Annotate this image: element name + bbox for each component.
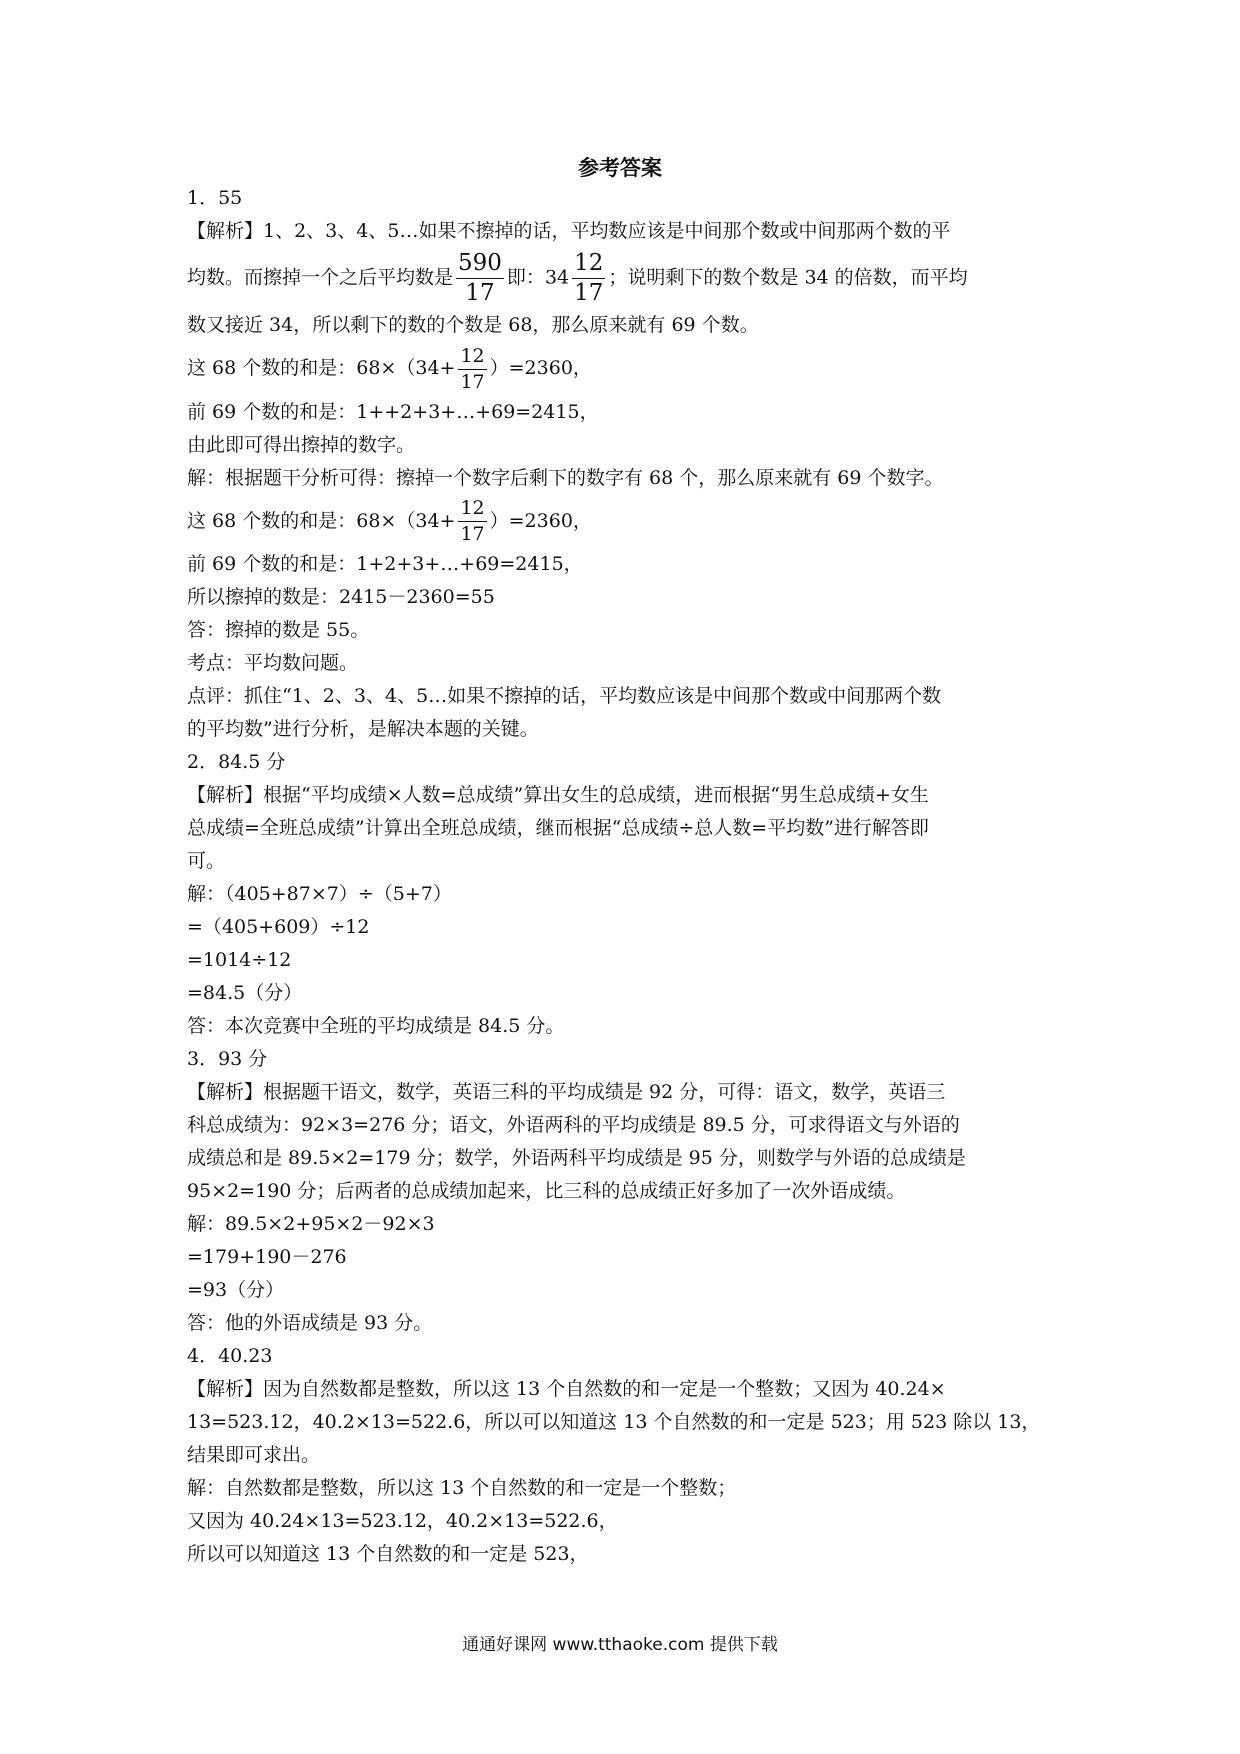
solution-line: =（405+609）÷12 bbox=[187, 916, 370, 938]
answer-heading: 2．84.5 分 bbox=[187, 751, 286, 773]
analysis-line: 数又接近 34，所以剩下的数的个数是 68，那么原来就有 69 个数。 bbox=[187, 314, 759, 336]
answer-line: 答：本次竞赛中全班的平均成绩是 84.5 分。 bbox=[187, 1015, 565, 1037]
answer-4 bbox=[187, 1340, 1067, 1571]
analysis-line: 【解析】因为自然数都是整数，所以这 13 个自然数的和一定是一个整数；又因为 40.24× bbox=[187, 1378, 946, 1400]
fraction: $\frac{12}{17}$ bbox=[574, 250, 604, 306]
page-footer: 通通好课网 www.tthaoke.com 提供下载 bbox=[462, 1635, 778, 1655]
answer-3 bbox=[187, 1043, 1067, 1340]
text-line: 由此即可得出擦掉的数字。 bbox=[187, 433, 416, 456]
solution-line: 解：根据题干分析可得：擦掉一个数字后剩下的数字有 68 个，那么原来就有 69 个数字。 bbox=[187, 466, 944, 489]
solution-line: 解：89.5×2+95×2－92×3 bbox=[187, 1213, 435, 1235]
analysis-line: 成绩总和是 89.5×2=179 分；数学，外语两科平均成绩是 95 分，则数学与外语的总成绩是 bbox=[187, 1147, 966, 1169]
answer-line: 答：他的外语成绩是 93 分。 bbox=[187, 1312, 433, 1334]
text-line: 所以擦掉的数是：2415－2360=55 bbox=[187, 586, 495, 608]
answer-content bbox=[187, 182, 1067, 1571]
solution-line: =93（分） bbox=[187, 1279, 285, 1301]
analysis-line: 可。 bbox=[187, 850, 226, 872]
fraction: $\frac{590}{17}$ bbox=[458, 250, 502, 306]
answer-line: 答：擦掉的数是 55。 bbox=[187, 619, 370, 641]
analysis-line: 科总成绩为：92×3=276 分；语文，外语两科的平均成绩是 89.5 分，可求得语文与外语的 bbox=[187, 1114, 960, 1136]
solution-line: 解：自然数都是整数，所以这 13 个自然数的和一定是一个整数； bbox=[187, 1477, 737, 1499]
sum-line-fraction: 这 68 个数的和是：68×（34+ $\frac{12}{17}$ ）=2360， bbox=[187, 344, 592, 393]
solution-line: 又因为 40.24×13=523.12，40.2×13=522.6， bbox=[187, 1510, 618, 1532]
analysis-line: 【解析】根据题干语文，数学，英语三科的平均成绩是 92 分，可得：语文，数学，英语三 bbox=[187, 1081, 946, 1103]
fraction: $\frac{12}{17}$ bbox=[460, 344, 485, 393]
analysis-line: 结果即可求出。 bbox=[187, 1444, 321, 1466]
answer-heading: 1．55 bbox=[187, 187, 243, 209]
comment-line: 的平均数”进行分析，是解决本题的关键。 bbox=[187, 718, 539, 740]
sum-line-fraction: 这 68 个数的和是：68×（34+ $\frac{12}{17}$ ）=2360， bbox=[187, 497, 592, 545]
analysis-line: 【解析】根据“平均成绩×人数=总成绩”算出女生的总成绩，进而根据“男生总成绩+女生 bbox=[187, 784, 929, 806]
analysis-line: 13=523.12，40.2×13=522.6，所以可以知道这 13 个自然数的和一定是 523；用 523 除以 13， bbox=[187, 1411, 1041, 1433]
key-point-line: 考点：平均数问题。 bbox=[187, 652, 359, 674]
analysis-line: 总成绩=全班总成绩”计算出全班总成绩，继而根据“总成绩÷总人数=平均数”进行解答即 bbox=[187, 817, 929, 839]
fraction: $\frac{12}{17}$ bbox=[460, 497, 485, 545]
page-title: 参考答案 bbox=[578, 156, 662, 180]
answer-2 bbox=[187, 746, 1067, 1043]
text-line: 前 69 个数的和是：1+2+3+…+69=2415， bbox=[187, 553, 583, 575]
solution-line: =1014÷12 bbox=[187, 949, 292, 971]
comment-line: 点评：抓住“1、2、3、4、5…如果不擦掉的话，平均数应该是中间那个数或中间那两个数 bbox=[187, 685, 942, 707]
answer-heading: 4．40.23 bbox=[187, 1345, 273, 1367]
analysis-line: 95×2=190 分；后两者的总成绩加起来，比三科的总成绩正好多加了一次外语成绩。 bbox=[187, 1180, 906, 1202]
answer-heading: 3．93 分 bbox=[187, 1048, 268, 1070]
analysis-line-fraction: 均数。而擦掉一个之后平均数是 $\frac{590}{17}$ 即：34 $\frac{12}{17}$ ；说明剩下的数个数是 34 的倍数，而平均 bbox=[187, 250, 968, 306]
solution-line: 解：（405+87×7）÷（5+7） bbox=[187, 883, 452, 905]
solution-line: =179+190－276 bbox=[187, 1246, 347, 1268]
analysis-line: 【解析】1、2、3、4、5…如果不擦掉的话，平均数应该是中间那个数或中间那两个数的平 bbox=[187, 220, 951, 242]
solution-line: =84.5（分） bbox=[187, 982, 303, 1004]
text-line: 前 69 个数的和是：1++2+3+…+69=2415， bbox=[187, 400, 599, 423]
answer-1 bbox=[187, 182, 1067, 746]
solution-line: 所以可以知道这 13 个自然数的和一定是 523， bbox=[187, 1543, 589, 1565]
